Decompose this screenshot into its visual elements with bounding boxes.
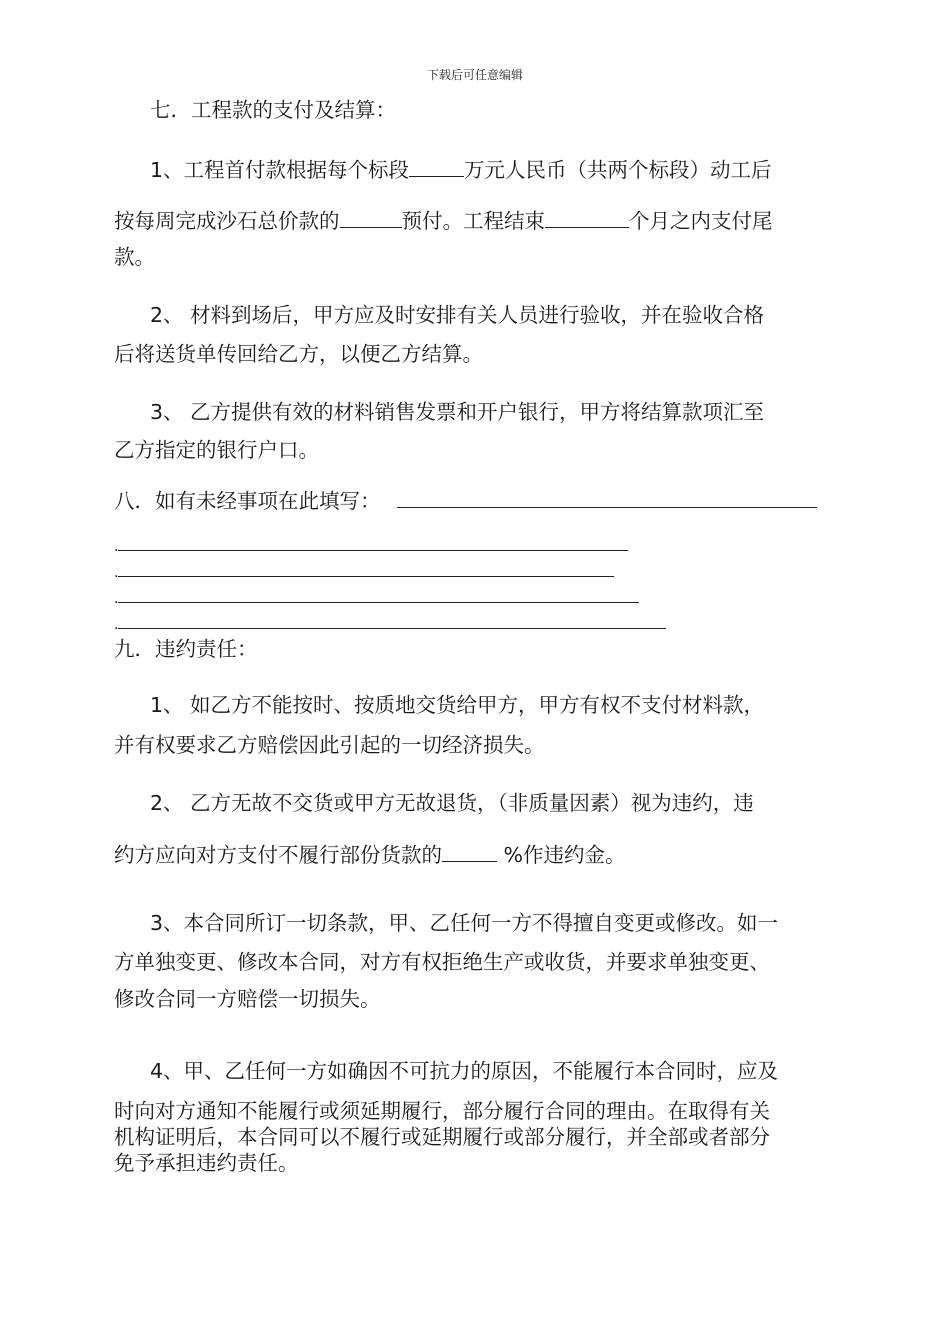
s7-p2-line1: 2、 材料到场后，甲方应及时安排有关人员进行验收，并在验收合格: [150, 303, 765, 327]
s7-p3-line2: 乙方指定的银行户口。: [114, 438, 319, 462]
page-header: 下载后可任意编辑: [426, 68, 523, 82]
fill-line-4[interactable]: .: [114, 616, 666, 633]
s9-p3-line2: 方单独变更、修改本合同，对方有权拒绝生产或收货，并要求单独变更、: [114, 950, 770, 974]
s9-p2-line1: 2、 乙方无故不交货或甲方无故退货，（非质量因素）视为违约，违: [150, 791, 754, 815]
section-8-title: 八．如有未经事项在此填写：: [114, 489, 381, 513]
s9-p3-line1: 3、本合同所订一切条款，甲、乙任何一方不得擅自变更或修改。如一: [150, 911, 779, 935]
fill-line-1[interactable]: .: [114, 538, 628, 555]
s7-p1-line1: 1、工程首付款根据每个标段 万元人民币（共两个标段）动工后: [150, 154, 772, 184]
s7-p3-line1: 3、 乙方提供有效的材料销售发票和开户银行，甲方将结算款项汇至: [150, 400, 765, 424]
s9-p1-line2: 并有权要求乙方赔偿因此引起的一切经济损失。: [114, 733, 545, 757]
s9-p1-line1: 1、 如乙方不能按时、按质地交货给甲方，甲方有权不支付材料款，: [150, 693, 765, 717]
s9-p3-line3: 修改合同一方赔偿一切损失。: [114, 987, 381, 1011]
s9-p2-line2: 约方应向对方支付不履行部份货款的 %作违约金。: [114, 839, 626, 869]
s7-p1-line3: 款。: [114, 245, 155, 269]
s9-p4-line4: 免予承担违约责任。: [114, 1151, 299, 1175]
s8-title-line: [114, 485, 817, 515]
blank-amount-per-section[interactable]: [409, 154, 464, 177]
blank-prepay-ratio[interactable]: [340, 205, 402, 228]
section-9-title: 九．违约责任：: [114, 637, 258, 661]
fill-line-main[interactable]: [397, 485, 817, 508]
s9-p4-line3: 机构证明后，本合同可以不履行或延期履行或部分履行，并全部或者部分: [114, 1125, 770, 1149]
blank-penalty-percent[interactable]: [442, 839, 497, 862]
s7-p2-line2: 后将送货单传回给乙方，以便乙方结算。: [114, 342, 483, 366]
fill-line-2[interactable]: .: [114, 564, 614, 581]
fill-line-3[interactable]: .: [114, 590, 639, 607]
s9-p4-line2: 时向对方通知不能履行或须延期履行，部分履行合同的理由。在取得有关: [114, 1099, 770, 1123]
blank-months[interactable]: [545, 205, 629, 228]
section-7-title: 七．工程款的支付及结算：: [150, 98, 396, 122]
s9-p4-line1: 4、甲、乙任何一方如确因不可抗力的原因，不能履行本合同时，应及: [150, 1059, 779, 1083]
s7-p1-line2: 按每周完成沙石总价款的 预付。工程结束 个月之内支付尾: [114, 205, 773, 235]
